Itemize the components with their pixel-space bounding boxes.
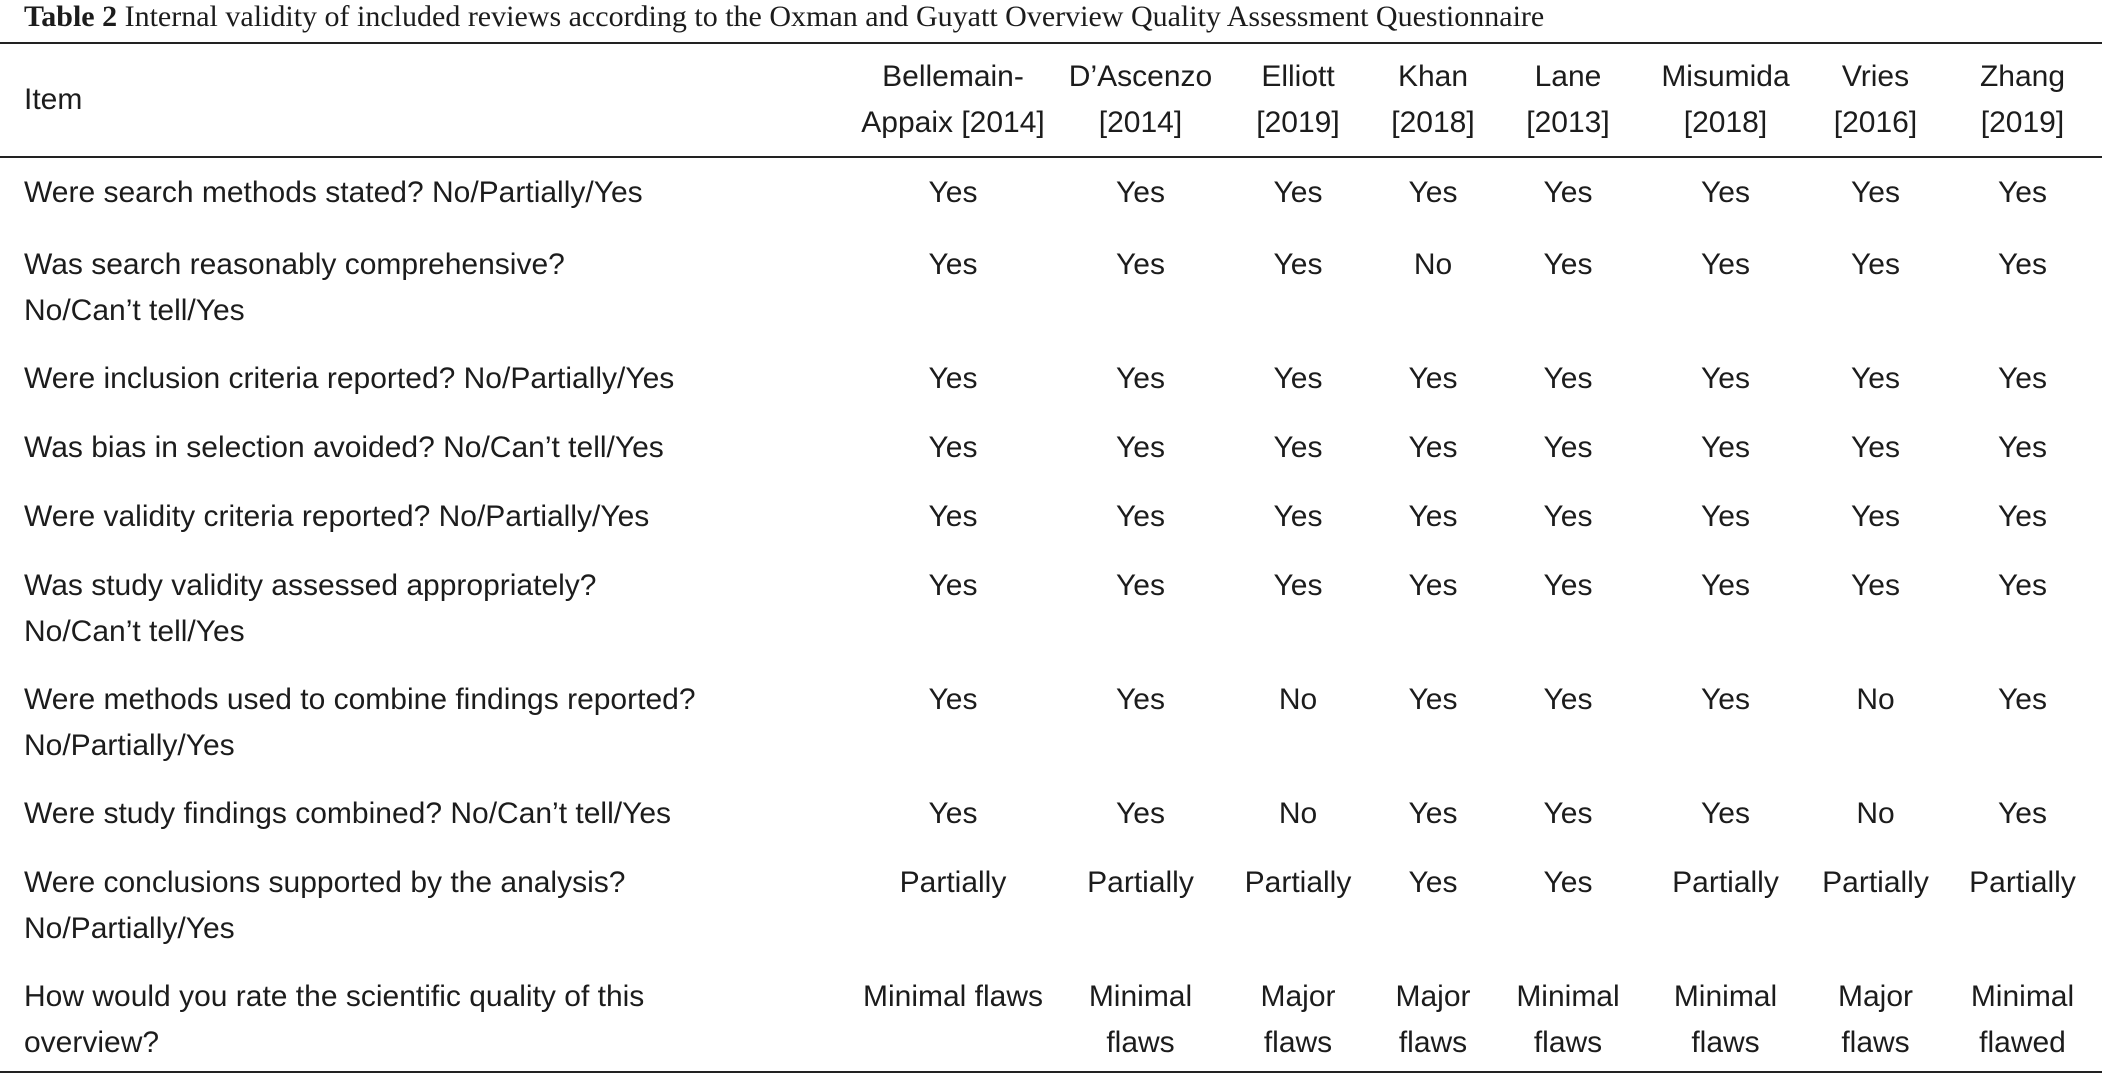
- header-col-2: D’Ascenzo [2014]: [1068, 60, 1213, 139]
- cell-rating: Yes: [1998, 431, 2047, 464]
- table-row: [0, 547, 2102, 661]
- cell-rating: No: [1413, 248, 1453, 281]
- cell-rating: Yes: [1998, 797, 2047, 830]
- cell-rating: Yes: [1273, 500, 1323, 533]
- header-col-4: Khan [2018]: [1391, 60, 1475, 139]
- cell-rating: Yes: [1408, 431, 1458, 464]
- cell-rating: Yes: [1701, 500, 1750, 533]
- row-item-label: Were search methods stated? No/Partially/Yes: [24, 176, 643, 209]
- cell-rating: Partially: [1087, 866, 1194, 899]
- cell-rating: Yes: [1701, 248, 1750, 281]
- cell-rating: Yes: [1543, 176, 1593, 209]
- cell-rating: Yes: [1998, 176, 2047, 209]
- cell-rating: Partially: [899, 866, 1007, 899]
- cell-rating: Yes: [1998, 362, 2047, 395]
- table-row: [0, 226, 2102, 340]
- header-col-3: Elliott [2019]: [1256, 60, 1340, 139]
- row-item-label: Were methods used to combine findings reported? No/Partially/Yes: [24, 683, 696, 762]
- table-row: [0, 661, 2102, 775]
- header-col-1: Bellemain- Appaix [2014]: [861, 60, 1045, 139]
- cell-rating: Yes: [1408, 362, 1458, 395]
- cell-rating: Yes: [1408, 569, 1458, 602]
- cell-rating: Yes: [1116, 683, 1165, 716]
- cell-rating: Yes: [1116, 431, 1165, 464]
- cell-rating: Yes: [1408, 866, 1458, 899]
- cell-rating: Yes: [1408, 797, 1458, 830]
- cell-rating: Yes: [1273, 176, 1323, 209]
- cell-rating: No: [1856, 683, 1895, 716]
- cell-rating: Yes: [1701, 176, 1750, 209]
- cell-rating: Minimal flaws: [1516, 980, 1620, 1059]
- cell-rating: Yes: [928, 569, 978, 602]
- table-body: [0, 157, 2102, 1072]
- header-col-5: Lane [2013]: [1526, 60, 1610, 139]
- cell-rating: Yes: [1273, 362, 1323, 395]
- cell-rating: Yes: [1543, 683, 1593, 716]
- cell-rating: Yes: [1851, 248, 1900, 281]
- cell-rating: Minimal flaws: [1673, 980, 1778, 1059]
- cell-rating: Major flaws: [1837, 980, 1913, 1059]
- cell-rating: Partially: [1822, 866, 1929, 899]
- cell-rating: Yes: [1998, 683, 2047, 716]
- cell-rating: Yes: [1851, 176, 1900, 209]
- cell-rating: Minimal flaws: [1088, 980, 1193, 1059]
- cell-rating: Yes: [1851, 569, 1900, 602]
- row-item-label: Was bias in selection avoided? No/Can’t tell/Yes: [24, 431, 664, 464]
- row-item-label: How would you rate the scientific quality of this overview?: [24, 980, 645, 1059]
- table-row: [0, 409, 2102, 478]
- cell-rating: Yes: [1116, 176, 1165, 209]
- cell-rating: Yes: [1116, 797, 1165, 830]
- cell-rating: Major flaws: [1260, 980, 1336, 1059]
- table-row: [0, 958, 2102, 1072]
- table-label: Table 2: [24, 0, 118, 33]
- table-row: [0, 478, 2102, 547]
- cell-rating: Yes: [1273, 248, 1323, 281]
- header-col-6: Misumida [2018]: [1661, 60, 1790, 139]
- cell-rating: Partially: [1672, 866, 1779, 899]
- cell-rating: Minimal flawed: [1970, 980, 2075, 1059]
- cell-rating: Yes: [1408, 176, 1458, 209]
- cell-rating: Yes: [1701, 431, 1750, 464]
- table-row: [0, 775, 2102, 844]
- cell-rating: Yes: [1543, 500, 1593, 533]
- cell-rating: Yes: [928, 683, 978, 716]
- cell-rating: Yes: [1408, 500, 1458, 533]
- table-row: [0, 844, 2102, 958]
- cell-rating: Yes: [928, 176, 978, 209]
- header-col-7: Vries [2016]: [1833, 60, 1918, 139]
- cell-rating: Yes: [928, 248, 978, 281]
- cell-rating: Yes: [1543, 866, 1593, 899]
- cell-rating: Yes: [1701, 797, 1750, 830]
- cell-rating: Yes: [1543, 797, 1593, 830]
- row-item-label: Were conclusions supported by the analysis? No/Partially/Yes: [24, 866, 626, 945]
- row-item-label: Were inclusion criteria reported? No/Partially/Yes: [24, 362, 675, 395]
- cell-rating: Yes: [1851, 431, 1900, 464]
- cell-rating: Yes: [1998, 569, 2047, 602]
- cell-rating: Yes: [1701, 569, 1750, 602]
- cell-rating: Yes: [1851, 362, 1900, 395]
- cell-rating: Minimal flaws: [862, 980, 1044, 1013]
- cell-rating: Yes: [1116, 248, 1165, 281]
- cell-rating: Yes: [1701, 683, 1750, 716]
- cell-rating: Yes: [1273, 431, 1323, 464]
- cell-rating: Yes: [1116, 500, 1165, 533]
- cell-rating: Yes: [928, 500, 978, 533]
- table-row: [0, 340, 2102, 409]
- row-item-label: Was study validity assessed appropriately? No/Can’t tell/Yes: [24, 569, 597, 648]
- cell-rating: Yes: [1273, 569, 1323, 602]
- cell-rating: Yes: [928, 362, 978, 395]
- cell-rating: Yes: [1543, 569, 1593, 602]
- cell-rating: Yes: [1543, 248, 1593, 281]
- cell-rating: No: [1278, 683, 1318, 716]
- header-col-8: Zhang [2019]: [1979, 60, 2066, 139]
- table-row: [0, 157, 2102, 226]
- cell-rating: Yes: [1116, 569, 1165, 602]
- cell-rating: Yes: [1998, 500, 2047, 533]
- cell-rating: Partially: [1244, 866, 1352, 899]
- table-title: Internal validity of included reviews according to the Oxman and Guyatt Overview Quality Assessment Questionnaire: [124, 0, 1545, 33]
- cell-rating: Yes: [1998, 248, 2047, 281]
- cell-rating: No: [1278, 797, 1318, 830]
- cell-rating: No: [1856, 797, 1895, 830]
- header-item: Item: [24, 83, 83, 116]
- cell-rating: Partially: [1969, 866, 2076, 899]
- quality-assessment-table: [0, 42, 2102, 1073]
- table-caption: [24, 0, 1544, 38]
- row-item-label: Were validity criteria reported? No/Partially/Yes: [24, 500, 650, 533]
- cell-rating: Yes: [1543, 431, 1593, 464]
- cell-rating: Yes: [1116, 362, 1165, 395]
- cell-rating: Yes: [1851, 500, 1900, 533]
- row-item-label: Was search reasonably comprehensive? No/Can’t tell/Yes: [24, 248, 565, 327]
- cell-rating: Yes: [1408, 683, 1458, 716]
- cell-rating: Yes: [928, 797, 978, 830]
- cell-rating: Yes: [1701, 362, 1750, 395]
- cell-rating: Yes: [928, 431, 978, 464]
- cell-rating: Major flaws: [1395, 980, 1471, 1059]
- row-item-label: Were study findings combined? No/Can’t tell/Yes: [24, 797, 672, 830]
- cell-rating: Yes: [1543, 362, 1593, 395]
- header-row: [0, 43, 2102, 157]
